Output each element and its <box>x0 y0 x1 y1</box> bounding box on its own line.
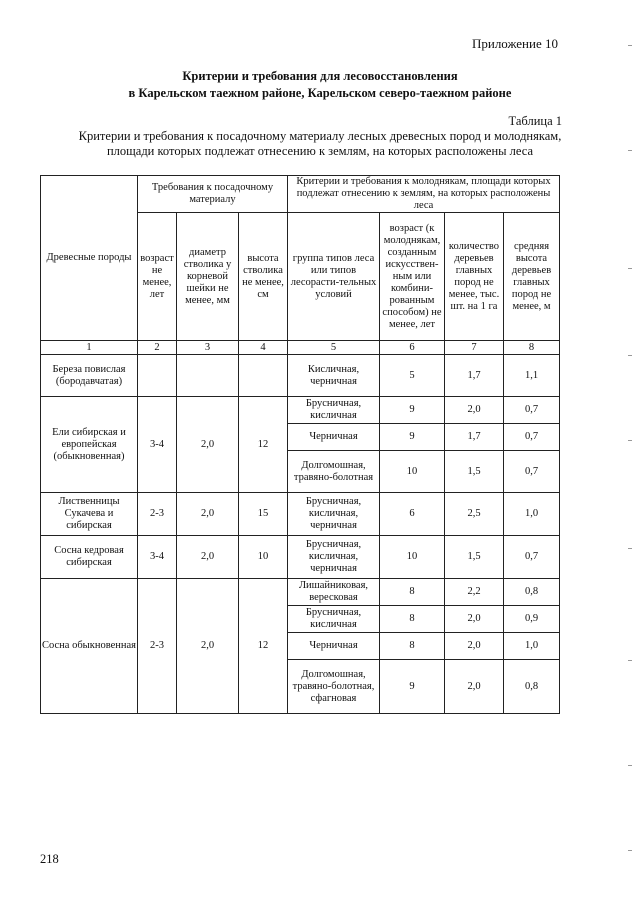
forest-type: Брусничная, кисличная <box>288 397 380 424</box>
forest-type: Долгомошная, травяно-болотная <box>288 451 380 493</box>
table-caption <box>40 129 600 159</box>
page-number: 218 <box>40 852 59 866</box>
table-label: Таблица 1 <box>508 114 562 128</box>
planting-diameter: 2,0 <box>177 493 239 536</box>
planting-diameter: 2,0 <box>177 536 239 579</box>
avg-height: 0,7 <box>504 397 560 424</box>
column-number: 3 <box>177 341 239 355</box>
tree-count: 2,0 <box>445 397 504 424</box>
header-young-age: возраст (к молоднякам, созданным искусствен-ным или комбини-рованным способом) не менее, лет <box>380 213 445 341</box>
planting-height: 12 <box>239 579 288 714</box>
young-age: 8 <box>380 633 445 660</box>
planting-age: 3-4 <box>138 536 177 579</box>
tree-count: 2,0 <box>445 633 504 660</box>
column-number: 4 <box>239 341 288 355</box>
scan-edge-mark <box>628 150 632 151</box>
young-age: 9 <box>380 424 445 451</box>
table-row <box>41 536 560 579</box>
header-forest-type: группа типов леса или типов лесорасти-тельных условий <box>288 213 380 341</box>
header-row-1 <box>41 176 560 213</box>
young-age: 10 <box>380 536 445 579</box>
avg-height: 0,7 <box>504 451 560 493</box>
header-planting-group: Требования к посадочному материалу <box>138 176 288 213</box>
young-age: 9 <box>380 660 445 714</box>
planting-diameter: 2,0 <box>177 397 239 493</box>
forest-type: Брусничная, кисличная, черничная <box>288 536 380 579</box>
avg-height: 0,8 <box>504 579 560 606</box>
species-name: Сосна кедровая сибирская <box>41 536 138 579</box>
planting-age <box>138 355 177 397</box>
forest-type: Черничная <box>288 424 380 451</box>
young-age: 9 <box>380 397 445 424</box>
tree-count: 1,7 <box>445 424 504 451</box>
species-name: Ели сибирская и европейская (обыкновенная) <box>41 397 138 493</box>
planting-age: 2-3 <box>138 579 177 714</box>
table-row <box>41 355 560 397</box>
column-number: 1 <box>41 341 138 355</box>
avg-height: 0,7 <box>504 536 560 579</box>
tree-count: 2,0 <box>445 660 504 714</box>
scan-edge-mark <box>628 45 632 46</box>
tree-count: 1,5 <box>445 536 504 579</box>
header-tree-count: количество деревьев главных пород не менее, тыс. шт. на 1 га <box>445 213 504 341</box>
column-number: 8 <box>504 341 560 355</box>
scan-edge-mark <box>628 355 632 356</box>
scan-edge-mark <box>628 765 632 766</box>
planting-height: 15 <box>239 493 288 536</box>
title-line-2: в Карельском таежном районе, Карельском северо-таежном районе <box>128 86 512 100</box>
young-age: 6 <box>380 493 445 536</box>
young-age: 8 <box>380 606 445 633</box>
planting-diameter: 2,0 <box>177 579 239 714</box>
header-young-group: Критерии и требования к молоднякам, площади которых подлежат отнесению к землям, на которых расположены леса <box>288 176 560 213</box>
header-height: высота стволика не менее, см <box>239 213 288 341</box>
document-title <box>40 68 600 102</box>
caption-line-2: площади которых подлежат отнесению к землям, на которых расположены леса <box>106 144 534 158</box>
scan-edge-mark <box>628 548 632 549</box>
scan-edge-mark <box>628 440 632 441</box>
header-avg-height: средняя высота деревьев главных пород не менее, м <box>504 213 560 341</box>
species-name: Сосна обыкновенная <box>41 579 138 714</box>
avg-height: 0,9 <box>504 606 560 633</box>
tree-count: 2,0 <box>445 606 504 633</box>
planting-height <box>239 355 288 397</box>
avg-height: 1,1 <box>504 355 560 397</box>
column-number: 6 <box>380 341 445 355</box>
planting-height: 10 <box>239 536 288 579</box>
header-diameter: диаметр стволика у корневой шейки не менее, мм <box>177 213 239 341</box>
avg-height: 0,8 <box>504 660 560 714</box>
avg-height: 0,7 <box>504 424 560 451</box>
tree-count: 1,5 <box>445 451 504 493</box>
column-number: 5 <box>288 341 380 355</box>
forest-type: Брусничная, кисличная <box>288 606 380 633</box>
column-number: 2 <box>138 341 177 355</box>
species-name: Лиственницы Сукачева и сибирская <box>41 493 138 536</box>
column-number-row <box>41 341 560 355</box>
planting-height: 12 <box>239 397 288 493</box>
avg-height: 1,0 <box>504 493 560 536</box>
caption-line-1: Критерии и требования к посадочному материалу лесных древесных пород и молоднякам, <box>78 129 562 143</box>
header-age: возраст не менее, лет <box>138 213 177 341</box>
scan-edge-mark <box>628 660 632 661</box>
young-age: 10 <box>380 451 445 493</box>
table-row <box>41 579 560 606</box>
forest-type: Лишайниковая, вересковая <box>288 579 380 606</box>
appendix-label: Приложение 10 <box>471 36 558 51</box>
young-age: 8 <box>380 579 445 606</box>
header-species: Древесные породы <box>41 176 138 341</box>
forest-type: Брусничная, кисличная, черничная <box>288 493 380 536</box>
planting-diameter <box>177 355 239 397</box>
table-row <box>41 397 560 424</box>
forest-type: Долгомошная, травяно-болотная, сфагновая <box>288 660 380 714</box>
forest-type: Черничная <box>288 633 380 660</box>
forest-type: Кисличная, черничная <box>288 355 380 397</box>
tree-count: 2,5 <box>445 493 504 536</box>
avg-height: 1,0 <box>504 633 560 660</box>
tree-count: 1,7 <box>445 355 504 397</box>
young-age: 5 <box>380 355 445 397</box>
planting-age: 3-4 <box>138 397 177 493</box>
scan-edge-mark <box>628 850 632 851</box>
species-name: Береза повислая (бородавчатая) <box>41 355 138 397</box>
tree-count: 2,2 <box>445 579 504 606</box>
scan-edge-mark <box>628 268 632 269</box>
planting-age: 2-3 <box>138 493 177 536</box>
criteria-table <box>40 175 560 714</box>
column-number: 7 <box>445 341 504 355</box>
title-line-1: Критерии и требования для лесовосстановления <box>182 69 458 83</box>
table-row <box>41 493 560 536</box>
